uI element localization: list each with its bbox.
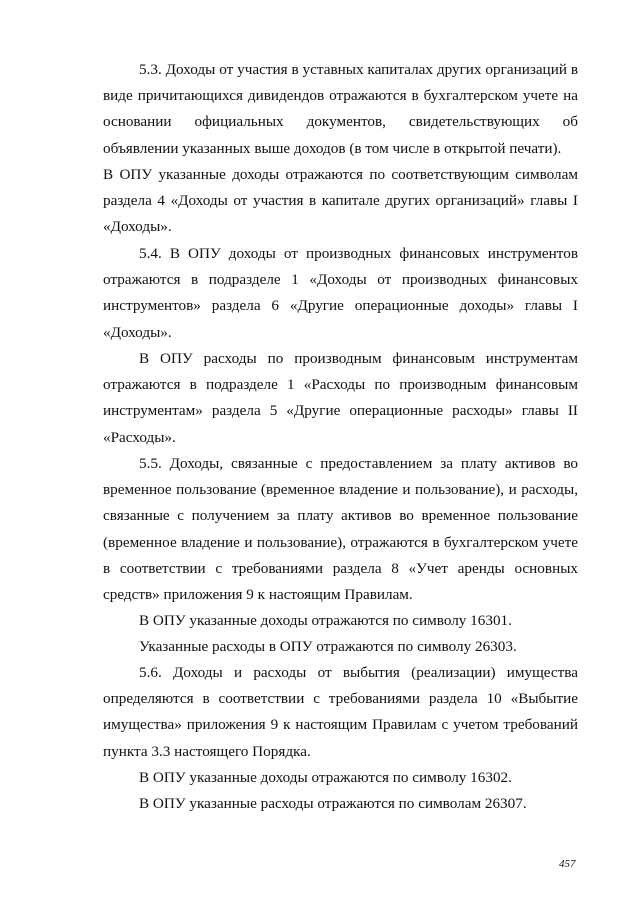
paragraph-5-4-expenses: В ОПУ расходы по производным финансовым инструментам отражаются в подразделе 1 «Расходы по производным финансовым инструментам» раздела 5 «Другие операционные расходы» главы II «Расходы». bbox=[103, 350, 578, 446]
paragraph-5-6-expense-symbol: В ОПУ указанные расходы отражаются по символам 26307. bbox=[139, 795, 527, 812]
paragraph-5-6: 5.6. Доходы и расходы от выбытия (реализации) имущества определяются в соответствии с требованиями раздела 10 «Выбытие имущества» приложения 9 к настоящим Правилам с учетом требований пункта 3.3 настоящего Порядка. bbox=[103, 664, 578, 760]
paragraph-5-5-expense-symbol: Указанные расходы в ОПУ отражаются по символу 26303. bbox=[139, 638, 517, 655]
paragraph-5-4: 5.4. В ОПУ доходы от производных финансовых инструментов отражаются в подразделе 1 «Доходы от производных финансовых инструментов» раздела 6 «Другие операционные доходы» главы I «Доходы». bbox=[103, 245, 578, 341]
page-number: 457 bbox=[559, 858, 576, 870]
paragraph-5-5-income-symbol: В ОПУ указанные доходы отражаются по символу 16301. bbox=[139, 612, 512, 629]
paragraph-5-5: 5.5. Доходы, связанные с предоставлением за плату активов во временное пользование (временное владение и пользование), и расходы, связанные с получением за плату активов во временное пользование (временное владение и пользование), отражаются в бухгалтерском учете в соответствии с требованиями раздела 8 «Учет аренды основных средств» приложения 9 к настоящим Правилам. bbox=[103, 455, 578, 604]
paragraph-5-3: 5.3. Доходы от участия в уставных капиталах других организаций в виде причитающихся дивидендов отражаются в бухгалтерском учете на основании официальных документов, свидетельствующих об объявлении указанных выше доходов (в том числе в открытой печати). bbox=[103, 61, 578, 157]
paragraph-5-6-income-symbol: В ОПУ указанные доходы отражаются по символу 16302. bbox=[139, 769, 512, 786]
paragraph-5-3-opu: В ОПУ указанные доходы отражаются по соответствующим символам раздела 4 «Доходы от участия в капитале других организаций» главы I «Доходы». bbox=[103, 166, 578, 236]
